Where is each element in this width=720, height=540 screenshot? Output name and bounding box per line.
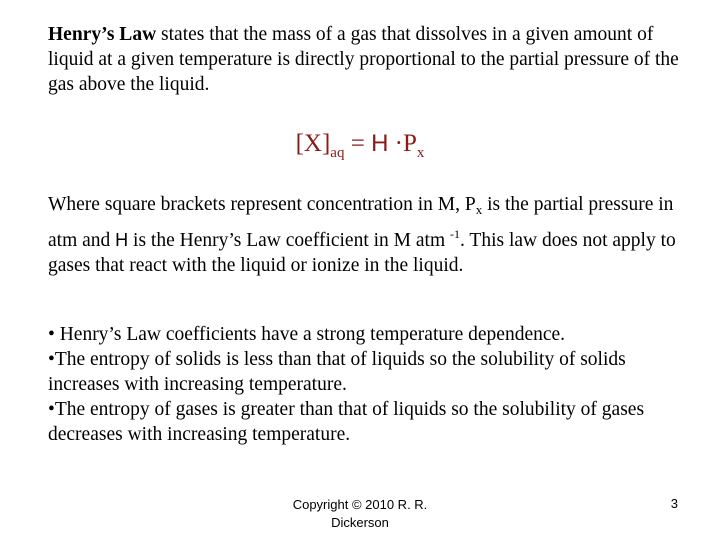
explain-text-1: Where square brackets represent concentration in M, P [48,194,476,215]
explain-text-4: . This law does not apply to gases that react with the liquid or ionize in the liquid. [48,230,676,276]
explain-text-3: is the Henry’s Law coefficient in M atm [128,230,451,251]
equation-lhs: [X] [295,130,331,157]
copyright-line-2: Dickerson [331,515,389,530]
equation-equals: = [344,130,372,157]
explain-exponent: -1 [450,227,461,241]
equation-h-symbol: H [371,130,389,157]
bullet-item: • Henry’s Law coefficients have a strong temperature dependence. [48,324,566,345]
bullet-item: •The entropy of gases is greater than that of liquids so the solubility of gases decreases with increasing temperature. [48,399,645,445]
explain-h-symbol: H [115,230,129,250]
intro-text: states that the mass of a gas that dissolves in a given amount of liquid at a given temperature is directly proportional to the partial pressure of the gas above the liquid. [48,24,679,95]
henrys-law-term: Henry’s Law [48,24,157,45]
page-number: 3 [670,496,678,511]
henrys-law-equation [0,127,720,170]
intro-paragraph [48,22,688,97]
bullet-list [48,322,688,447]
equation-lhs-subscript: aq [330,145,345,161]
explain-pressure-subscript: x [475,202,483,217]
explanation-paragraph [48,192,688,278]
equation-pressure: ·P [388,130,417,157]
explain-text-2: is the partial pressure in atm and [48,194,674,251]
copyright-footer [270,496,450,532]
bullet-item: •The entropy of solids is less than that of liquids so the solubility of solids increases with increasing temperature. [48,349,626,395]
copyright-line-1: Copyright © 2010 R. R. [292,497,428,512]
equation-pressure-subscript: x [416,145,425,161]
